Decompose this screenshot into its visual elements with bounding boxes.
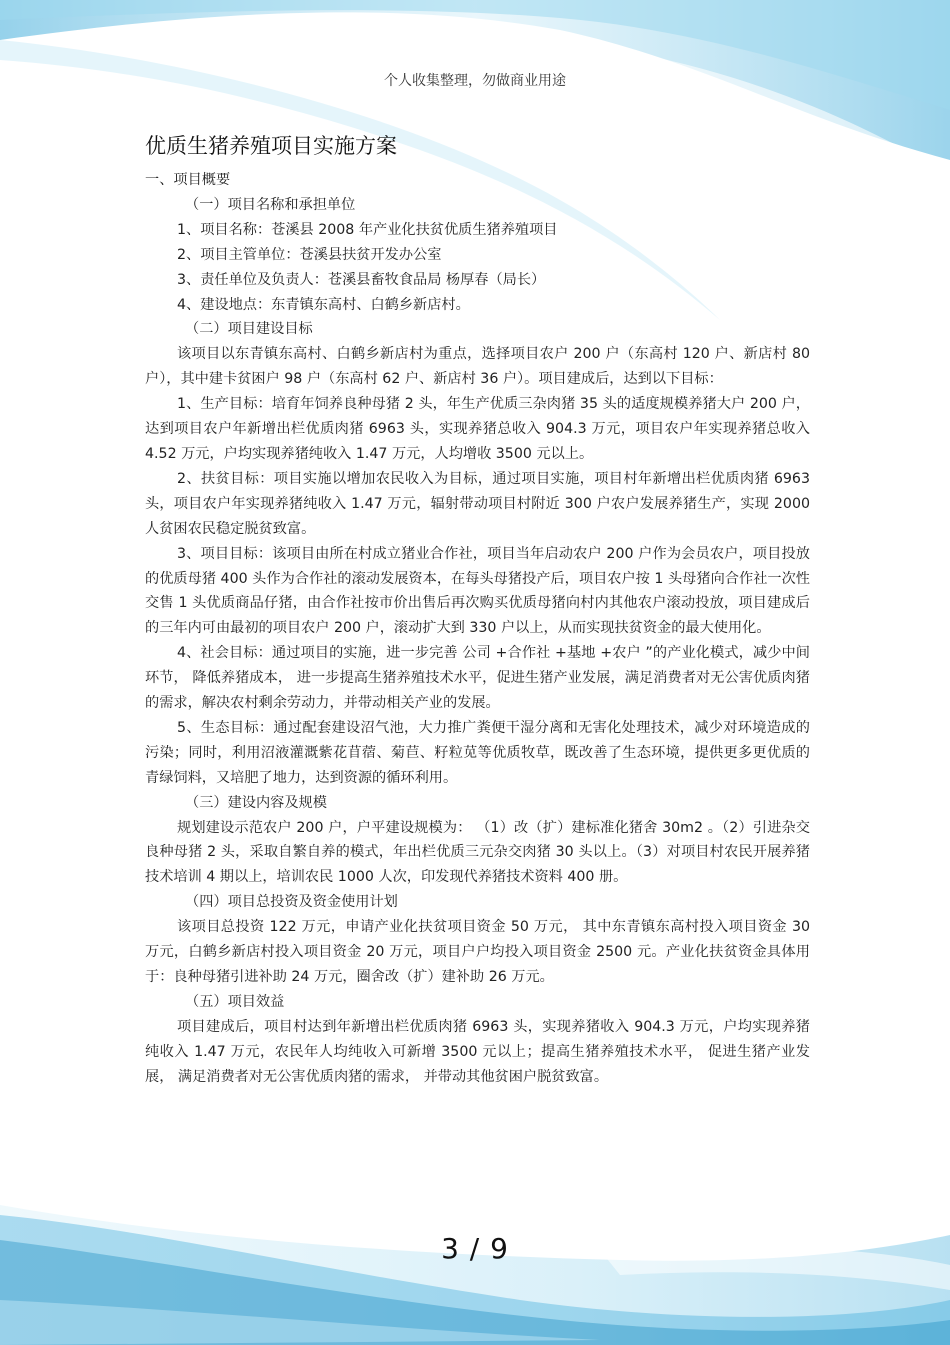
subsection-heading: （三）建设内容及规模 <box>185 794 327 811</box>
subsection-heading: （一）项目名称和承担单位 <box>185 196 356 213</box>
paragraph: 该项目总投资 122 万元，申请产业化扶贫项目资金 50 万元， 其中东青镇东高村投入项目资金 30 万元，白鹤乡新店村投入项目资金 20 万元，项目户户均投入项目资金 2500 元。产业化扶贫资金具体用于：良种母猪引进补助 24 万元，圈舍改（扩）建补助 26 万元。 <box>145 919 810 985</box>
page-number: 3 / 9 <box>441 1232 509 1265</box>
list-item: 4、建设地点：东青镇东高村、白鹤乡新店村。 <box>177 296 470 313</box>
section-heading: 一、项目概要 <box>145 172 231 188</box>
paragraph: 3、项目目标：该项目由所在村成立猪业合作社，项目当年启动农户 200 户作为会员农户，项目投放的优质母猪 400 头作为合作社的滚动发展资本，在每头母猪投产后，项目农户按 1 头母猪向合作社一次性交售 1 头优质商品仔猪，由合作社按市价出售后再次购买优质母猪向村内其他农户滚动投放，项目建成后的三年内可由最初的项目农户 200 户，滚动扩大到 330 户以上，从而实现扶贫资金的最大使用化。 <box>145 545 810 637</box>
paragraph: 2、扶贫目标：项目实施以增加农民收入为目标，通过项目实施，项目村年新增出栏优质肉猪 6963 头，项目农户年实现养猪纯收入 1.47 万元，辐射带动项目村附近 300 户农户发展养猪生产，实现 2000 人贫困农民稳定脱贫致富。 <box>145 470 810 537</box>
paragraph: 该项目以东青镇东高村、白鹤乡新店村为重点，选择项目农户 200 户（东高村 120 户、新店村 80 户），其中建卡贫困户 98 户（东高村 62 户、新店村 36 户）。项目建成后，达到以下目标： <box>145 346 810 388</box>
paragraph: 项目建成后，项目村达到年新增出栏优质肉猪 6963 头，实现养猪收入 904.3 万元，户均实现养猪纯收入 1.47 万元，农民年人均纯收入可新增 3500 元以上；提高生猪养殖技术水平， 促进生猪产业发展， 满足消费者对无公害优质肉猪的需求， 并带动其他贫困户脱贫致富。 <box>145 1018 810 1085</box>
list-item: 3、责任单位及负责人：苍溪县畜牧食品局 杨厚春（局长） <box>177 271 546 288</box>
subsection-heading: （四）项目总投资及资金使用计划 <box>185 894 398 911</box>
subsection-heading: （二）项目建设目标 <box>185 321 313 338</box>
subsection-heading: （五）项目效益 <box>185 993 285 1010</box>
list-item: 2、项目主管单位：苍溪县扶贫开发办公室 <box>177 246 442 263</box>
document-title: 优质生猪养殖项目实施方案 <box>145 134 397 158</box>
paragraph: 4、社会目标：通过项目的实施，进一步完善 公司 +合作社 +基地 +农户 ”的产业化模式，减少中间环节， 降低养猪成本， 进一步提高生猪养殖技术水平，促进生猪产业发展，满足消费者对无公害优质肉猪的需求，解决农村剩余劳动力，并带动相关产业的发展。 <box>145 645 810 712</box>
document-body <box>145 168 810 1090</box>
paragraph: 5、生态目标：通过配套建设沼气池，大力推广粪便干湿分离和无害化处理技术，减少对环境造成的污染；同时，利用沼液灌溉紫花苜蓿、菊苣、籽粒苋等优质牧草，既改善了生态环境，提供更多更优质的青绿饲料，又培肥了地力，达到资源的循环利用。 <box>145 719 810 786</box>
paragraph: 规划建设示范农户 200 户，户平建设规模为： （1）改（扩）建标准化猪舍 30m2 。（2）引进杂交良种母猪 2 头，采取自繁自养的模式，年出栏优质三元杂交肉猪 30 头以上。（3）对项目村农民开展养猪技术培训 4 期以上，培训农民 1000 人次，印发现代养猪技术资料 400 册。 <box>145 819 810 886</box>
list-item: 1、项目名称：苍溪县 2008 年产业化扶贫优质生猪养殖项目 <box>177 221 558 238</box>
paragraph: 1、生产目标：培育年饲养良种母猪 2 头，年生产优质三杂肉猪 35 头的适度规模养猪大户 200 户，达到项目农户年新增出栏优质肉猪 6963 头，实现养猪总收入 904.3 万元，项目农户年实现养猪总收入 4.52 万元，户均实现养猪纯收入 1.47 万元，人均增收 3500 元以上。 <box>145 396 810 462</box>
watermark-text: 个人收集整理，勿做商业用途 <box>384 73 566 89</box>
